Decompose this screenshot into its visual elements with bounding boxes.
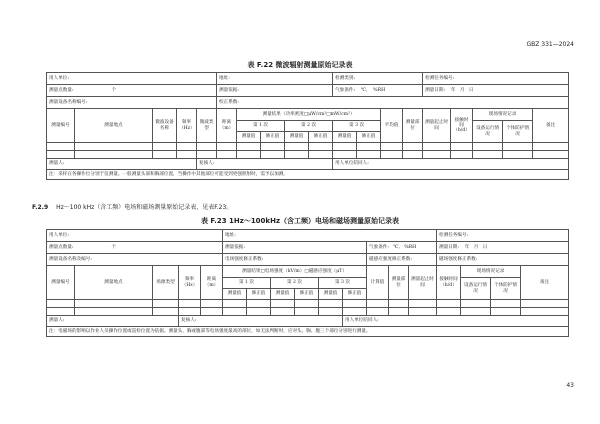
hdr-dist: 距离（m）	[201, 266, 223, 300]
date-cell: 测量日期: 年 月 日	[437, 242, 569, 254]
hdr-equip-status: 设备运行情况	[461, 278, 491, 300]
hdr-corr-1: 修正值	[247, 289, 271, 300]
hdr-meas-2: 测量值	[285, 132, 309, 143]
hdr-corr-1: 修正值	[261, 132, 285, 143]
e-calib-label: 电场强度修正系数:	[223, 254, 367, 266]
hdr-n1: 第 1 次	[237, 121, 285, 132]
table-f23	[46, 229, 569, 337]
hdr-corr-2: 修正值	[309, 132, 333, 143]
hdr-dist: 距离（m）	[217, 109, 237, 143]
accompany-label: 用人单位陪同人:	[343, 316, 569, 327]
accompany-label: 用人单位陪同人:	[333, 159, 569, 170]
hdr-ppe: 个体防护情况	[491, 278, 521, 300]
table-f22	[46, 72, 569, 180]
address-label: 地址:	[223, 230, 437, 242]
hdr-onsite-group: 现场情况记录	[473, 109, 533, 121]
task-no-label: 检测任务编号:	[437, 230, 569, 242]
hdr-corr-3: 修正值	[357, 132, 381, 143]
page-number: 43	[566, 382, 574, 389]
point-count-cell: 测量点数量: 个	[47, 85, 217, 97]
b-calib-label: 磁感应强度修正系数:	[367, 254, 437, 266]
hdr-time: 测量起止时间	[409, 266, 437, 300]
table-note: 注：采样在各操作位分别于仪测量。一般测量头部和胸部位置，当操作中其他部位可能受到更强照射时，需予以加测。	[47, 170, 569, 180]
measurer-label: 测量人:	[47, 159, 197, 170]
hdr-contact: 接触时间（h/d）	[437, 266, 461, 300]
hdr-meas-2: 测量值	[271, 289, 295, 300]
hdr-result-group: 测量结果（功率密度□μW/cm²□mW/cm²）	[237, 109, 381, 121]
hdr-avg: 计算值	[367, 266, 389, 300]
reviewer-label: 复核人:	[179, 316, 343, 327]
hdr-contact: 接触时间（h/d）	[451, 109, 473, 143]
basis-label: 测量依据:	[217, 85, 333, 97]
hdr-part: 测量部位	[403, 109, 423, 143]
hdr-band: 微波类型	[197, 109, 217, 143]
hdr-avg: 平均值	[381, 109, 403, 143]
hdr-meas-1: 测量值	[237, 132, 261, 143]
basis-label: 测量依据:	[223, 242, 367, 254]
table-row	[47, 300, 569, 308]
device-label: 测量设备名称编号:	[47, 97, 217, 109]
table-f23-title: 表 F.23 1Hz～100kHz（含工频）电场和磁场测量原始记录表	[200, 217, 400, 225]
hdr-no: 测量编号	[47, 266, 75, 300]
standard-code: GBZ 331—2024	[526, 41, 574, 48]
table-note: 注：电磁场的影响以作业人员操作位置或巡检位置为依据。测量头、胸或腹部等电场强度最高的部位，如无法判断时，应对头、胸、腹三个部位分别进行测量。	[47, 327, 569, 337]
hdr-freq: 频率（Hz）	[179, 266, 201, 300]
hdr-corr-2: 修正值	[295, 289, 319, 300]
hdr-equip-status: 设备运行情况	[473, 121, 503, 143]
hdr-freq: 频率（Hz）	[177, 109, 197, 143]
table-row	[47, 308, 569, 316]
hdr-meas-1: 测量值	[223, 289, 247, 300]
hdr-result-group: 测量结果□电场强度（kV/m）□磁感应强度（μT）	[223, 266, 367, 278]
hdr-source: 微波设备名称	[153, 109, 177, 143]
hdr-n3: 第 3 次	[319, 278, 367, 289]
address-label: 地址:	[217, 73, 333, 85]
weather-cell: 气象条件: ℃, %RH	[333, 85, 423, 97]
hdr-n1: 第 1 次	[223, 278, 271, 289]
device-label: 测量设备名称及编号:	[47, 254, 223, 266]
hdr-meas-3: 测量值	[319, 289, 343, 300]
table-row	[47, 143, 569, 151]
hdr-no: 测量编号	[47, 109, 75, 143]
hdr-onsite-group: 现场情况记录	[461, 266, 521, 278]
hdr-site: 测量地点	[75, 109, 153, 143]
employer-label: 用人单位:	[47, 230, 223, 242]
task-no-label: 检测任务编号:	[423, 73, 569, 85]
hdr-time: 测量起止时间	[423, 109, 451, 143]
hdr-n2: 第 2 次	[285, 121, 333, 132]
hdr-remark: 备注	[533, 109, 569, 143]
hdr-remark: 备注	[521, 266, 569, 300]
reviewer-label: 复核人:	[197, 159, 333, 170]
hdr-n3: 第 3 次	[333, 121, 381, 132]
detect-type-label: 检测类别:	[333, 73, 423, 85]
hdr-n2: 第 2 次	[271, 278, 319, 289]
h-calib-label: 磁场强度修正系数:	[437, 254, 569, 266]
point-count-cell: 测量点数量: 个	[47, 242, 223, 254]
hdr-field-type: 场源类型	[153, 266, 179, 300]
hdr-ppe: 个体防护情况	[503, 121, 533, 143]
section-f29: F.2.9 Hz～100 kHz（含工频）电场和磁场测量原始记录表，见表F.23。	[32, 204, 233, 211]
table-row	[47, 151, 569, 159]
calib-label: 校正系数:	[217, 97, 569, 109]
hdr-corr-3: 修正值	[343, 289, 367, 300]
hdr-meas-3: 测量值	[333, 132, 357, 143]
measurer-label: 测量人:	[47, 316, 179, 327]
table-f22-title: 表 F.22 微波辐射测量原始记录表	[247, 61, 353, 69]
date-cell: 测量日期: 年 月 日	[423, 85, 569, 97]
weather-cell: 气象条件: ℃, %RH	[367, 242, 437, 254]
hdr-part: 测量部位	[389, 266, 409, 300]
hdr-site: 测量地点	[75, 266, 153, 300]
employer-label: 用人单位:	[47, 73, 217, 85]
